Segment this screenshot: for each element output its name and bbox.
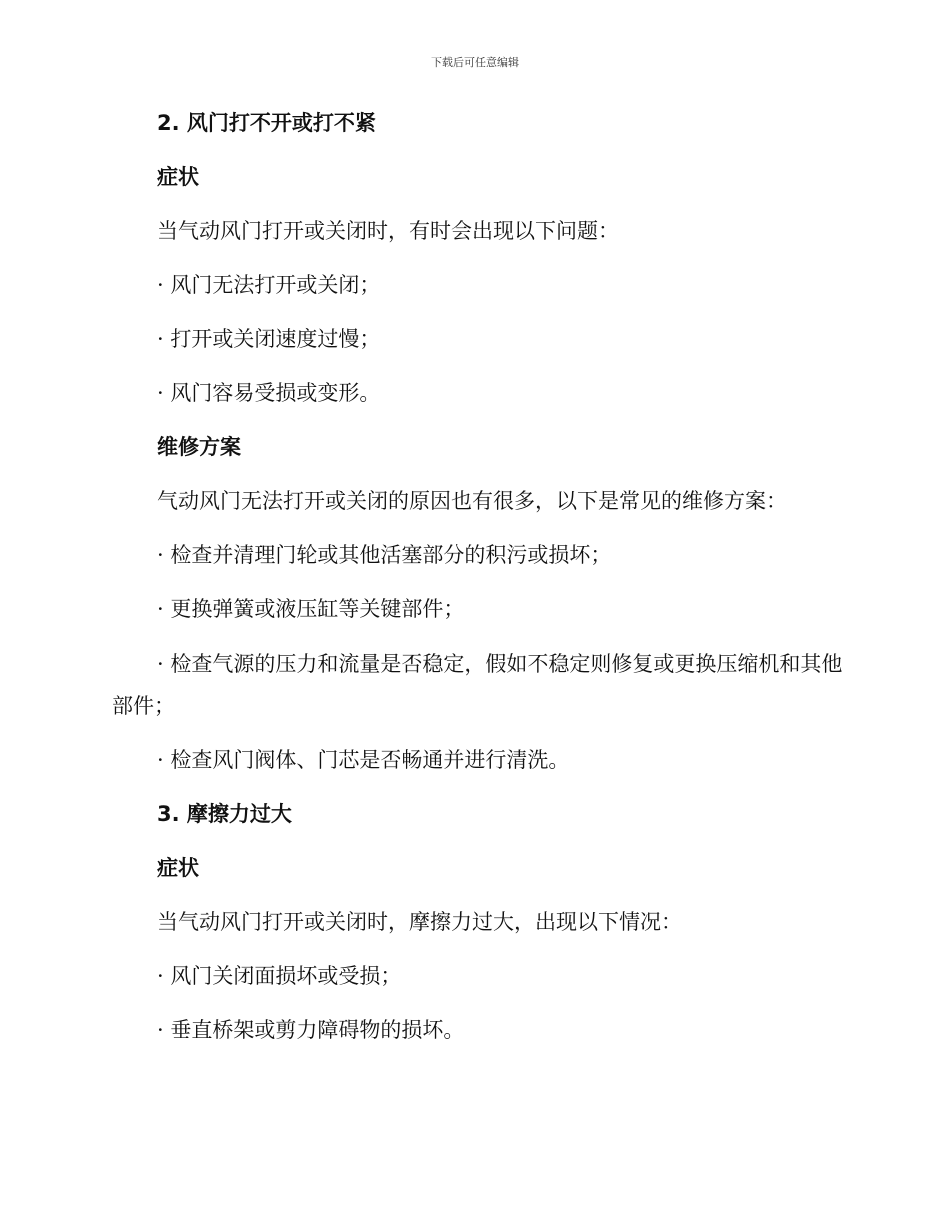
bullet-item: · 打开或关闭速度过慢； — [157, 327, 381, 351]
bullet-item: · 检查风门阀体、门芯是否畅通并进行清洗。 — [157, 748, 570, 772]
document-body — [0, 110, 950, 1071]
section-heading: 3. 摩擦力过大 — [157, 802, 292, 826]
subsection-heading: 症状 — [157, 856, 199, 880]
paragraph: 当气动风门打开或关闭时，摩擦力过大，出现以下情况： — [157, 910, 682, 934]
page-header: 下载后可任意编辑 — [431, 56, 519, 69]
bullet-item: · 风门容易受损或变形。 — [157, 381, 381, 405]
bullet-item: · 检查并清理门轮或其他活塞部分的积污或损坏； — [157, 543, 612, 567]
paragraph: 当气动风门打开或关闭时，有时会出现以下问题： — [157, 219, 619, 243]
section-heading: 2. 风门打不开或打不紧 — [157, 111, 376, 135]
bullet-item: · 更换弹簧或液压缸等关键部件； — [157, 597, 465, 621]
subsection-heading: 症状 — [157, 165, 199, 189]
bullet-item: · 风门关闭面损坏或受损； — [157, 964, 402, 988]
bullet-item: · 检查气源的压力和流量是否稳定，假如不稳定则修复或更换压缩机和其他部件； — [112, 652, 843, 718]
paragraph: 气动风门无法打开或关闭的原因也有很多，以下是常见的维修方案： — [157, 489, 787, 513]
bullet-item: · 垂直桥架或剪力障碍物的损坏。 — [157, 1018, 465, 1042]
bullet-item: · 风门无法打开或关闭； — [157, 273, 381, 297]
subsection-heading: 维修方案 — [157, 435, 241, 459]
